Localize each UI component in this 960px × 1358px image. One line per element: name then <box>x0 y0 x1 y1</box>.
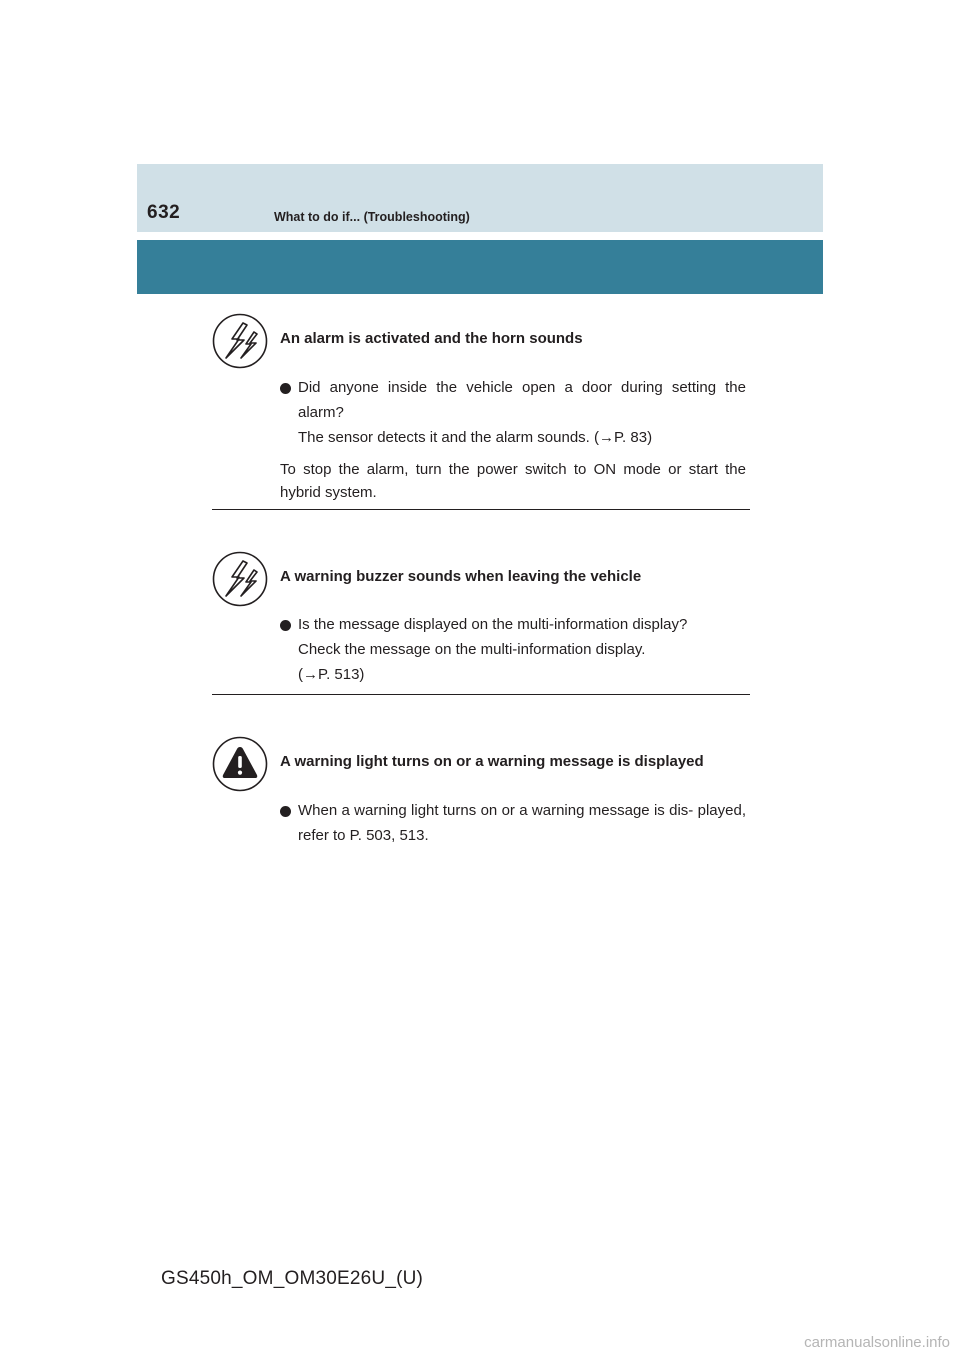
bullet-item <box>280 612 746 687</box>
section-heading: A warning light turns on or a warning message is displayed <box>280 753 704 770</box>
model-code: GS450h_OM_OM30E26U_(U) <box>161 1268 424 1289</box>
section-title-band <box>137 240 823 294</box>
bullet-dot <box>280 620 291 631</box>
page-header <box>137 164 823 232</box>
bullet-subtext: Check the message on the multi-information display. <box>298 641 646 658</box>
bullet-text: When a warning light turns on or a warning message is dis- played, refer to P. 503, 513. <box>298 802 746 844</box>
lightning-icon <box>212 313 268 369</box>
bullet-text: Did anyone inside the vehicle open a door during setting the alarm? <box>298 379 746 421</box>
section-heading: A warning buzzer sounds when leaving the vehicle <box>280 568 642 585</box>
lightning-icon <box>212 551 268 607</box>
bullet-item <box>280 798 746 848</box>
bullet-dot <box>280 383 291 394</box>
chapter-title: What to do if... (Troubleshooting) <box>274 210 470 224</box>
section-note: To stop the alarm, turn the power switch to ON mode or start the hybrid system. <box>280 461 746 501</box>
bullet-dot <box>280 806 291 817</box>
bullet-page-ref: (→P. 513) <box>298 666 365 683</box>
section-divider <box>212 509 750 510</box>
warning-icon <box>212 736 268 792</box>
bullet-subtext: The sensor detects it and the alarm sounds. (→P. 83) <box>298 429 653 446</box>
watermark: carmanualsonline.info <box>804 1334 950 1351</box>
bullet-text: Is the message displayed on the multi-information display? <box>298 616 688 633</box>
bullet-item <box>280 375 746 450</box>
section-divider <box>212 694 750 695</box>
page-number: 632 <box>147 202 181 223</box>
section-heading: An alarm is activated and the horn sounds <box>280 330 583 347</box>
